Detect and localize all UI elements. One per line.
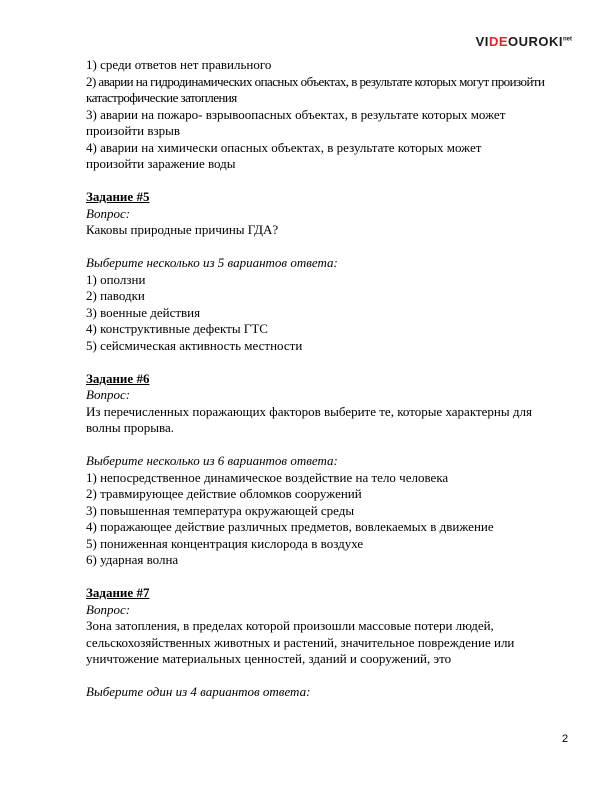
- task-title: Задание #7: [86, 585, 150, 600]
- list-item: 3) военные действия: [86, 304, 201, 320]
- list-item: 2) паводки: [86, 288, 145, 303]
- list-item: 4) конструктивные дефекты ГТС: [86, 321, 268, 336]
- list-item: 5) сейсмическая активность местности: [86, 337, 303, 353]
- answer-instruction: Выберите один из 4 вариантов ответа:: [86, 684, 311, 699]
- list-item: 4) аварии на химически опасных объектах, в результате которых может: [86, 139, 482, 155]
- question-label: Вопрос:: [86, 601, 131, 617]
- list-item: катастрофические затопления: [86, 90, 237, 105]
- list-item: 2) аварии на гидродинамических опасных объектах, в результате которых могут произойти: [86, 73, 545, 89]
- question-text: Каковы природные причины ГДА?: [86, 222, 279, 237]
- list-item: 1) непосредственное динамическое воздействие на тело человека: [86, 469, 449, 485]
- list-item: 5) пониженная концентрация кислорода в воздухе: [86, 535, 364, 551]
- task-title: Задание #6: [86, 370, 150, 386]
- logo-text: VIDEOUROKI: [475, 34, 563, 49]
- question-text: Зона затопления, в пределах которой произошли массовые потери людей,: [86, 618, 494, 633]
- logo-suffix: net: [563, 36, 572, 43]
- page-number: 2: [562, 733, 569, 745]
- list-item: 3) аварии на пожаро- взрывоопасных объектах, в результате которых может: [86, 106, 506, 122]
- list-item: 6) ударная волна: [86, 552, 179, 567]
- question-label: Вопрос:: [86, 205, 131, 221]
- question-text: уничтожение материальных ценностей, зданий и сооружений, это: [86, 651, 452, 666]
- list-item: произойти взрыв: [86, 123, 180, 138]
- task-title: Задание #5: [86, 189, 150, 204]
- answer-instruction: Выберите несколько из 5 вариантов ответа:: [86, 255, 338, 270]
- task-7: [86, 585, 574, 701]
- list-item: произойти заражение воды: [86, 156, 236, 171]
- question-text: волны прорыва.: [86, 420, 174, 435]
- question-text: Из перечисленных поражающих факторов выберите те, которые характерны для: [86, 403, 532, 419]
- task-6: [86, 371, 574, 569]
- list-item: 4) поражающее действие различных предметов, вовлекаемых в движение: [86, 519, 494, 534]
- question-text: сельскохозяйственных животных и растений, значительное повреждение или: [86, 634, 515, 650]
- list-item: 3) повышенная температура окружающей среды: [86, 502, 355, 518]
- list-item: 1) среди ответов нет правильного: [86, 57, 272, 72]
- task4-options-tail: [86, 57, 574, 173]
- videouroki-logo: [476, 34, 572, 49]
- question-label: Вопрос:: [86, 387, 131, 402]
- answer-instruction: Выберите несколько из 6 вариантов ответа:: [86, 453, 338, 468]
- list-item: 2) травмирующее действие обломков сооружений: [86, 486, 362, 501]
- document-body: [86, 57, 574, 701]
- list-item: 1) оползни: [86, 271, 146, 287]
- task-5: [86, 189, 574, 354]
